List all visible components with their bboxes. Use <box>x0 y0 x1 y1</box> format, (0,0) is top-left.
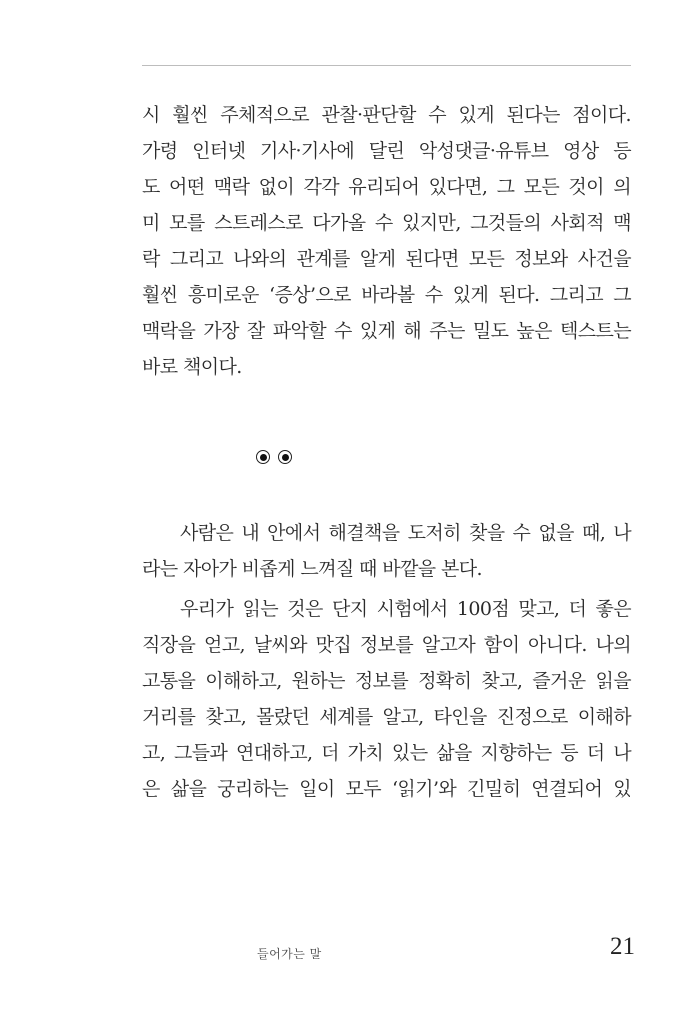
text-line: 은 삶을 궁리하는 일이 모두 ‘읽기’와 긴밀히 연결되어 있 <box>142 778 631 800</box>
text-line: 직장을 얻고, 날씨와 맛집 정보를 알고자 함이 아니다. 나의 <box>142 634 631 656</box>
section-divider <box>256 450 292 464</box>
text-line: 도 어떤 맥락 없이 각각 유리되어 있다면, 그 모든 것이 의 <box>142 176 631 198</box>
text-line: 미 모를 스트레스로 다가올 수 있지만, 그것들의 사회적 맥 <box>142 212 631 234</box>
text-line: 사람은 내 안에서 해결책을 도저히 찾을 수 없을 때, 나 <box>180 522 631 544</box>
text-line: 고, 그들과 연대하고, 더 가치 있는 삶을 지향하는 등 더 나 <box>142 742 631 764</box>
paragraph-1 <box>142 97 631 385</box>
running-footer-section-title: 들어가는 말 <box>257 947 322 961</box>
text-line: 바로 책이다. <box>142 356 242 378</box>
text-line: 락 그리고 나와의 관계를 알게 된다면 모든 정보와 사건을 <box>142 248 631 270</box>
top-rule <box>142 65 631 66</box>
bullseye-dot-icon <box>256 450 270 464</box>
text-line: 시 훨씬 주체적으로 관찰·판단할 수 있게 된다는 점이다. <box>142 104 631 126</box>
page-number: 21 <box>610 933 635 960</box>
text-line: 가령 인터넷 기사·기사에 달린 악성댓글·유튜브 영상 등 <box>142 140 631 162</box>
text-line: 고통을 이해하고, 원하는 정보를 정확히 찾고, 즐거운 읽을 <box>142 670 631 692</box>
text-line: 맥락을 가장 잘 파악할 수 있게 해 주는 밀도 높은 텍스트는 <box>142 320 631 342</box>
text-line: 라는 자아가 비좁게 느껴질 때 바깥을 본다. <box>142 558 482 580</box>
paragraph-2 <box>142 515 631 587</box>
bullseye-dot-icon <box>278 450 292 464</box>
text-line: 우리가 읽는 것은 단지 시험에서 100점 맞고, 더 좋은 <box>180 598 631 620</box>
paragraph-3 <box>142 591 631 807</box>
text-line: 거리를 찾고, 몰랐던 세계를 알고, 타인을 진정으로 이해하 <box>142 706 631 728</box>
text-line: 훨씬 흥미로운 ‘증상’으로 바라볼 수 있게 된다. 그리고 그 <box>142 284 631 306</box>
